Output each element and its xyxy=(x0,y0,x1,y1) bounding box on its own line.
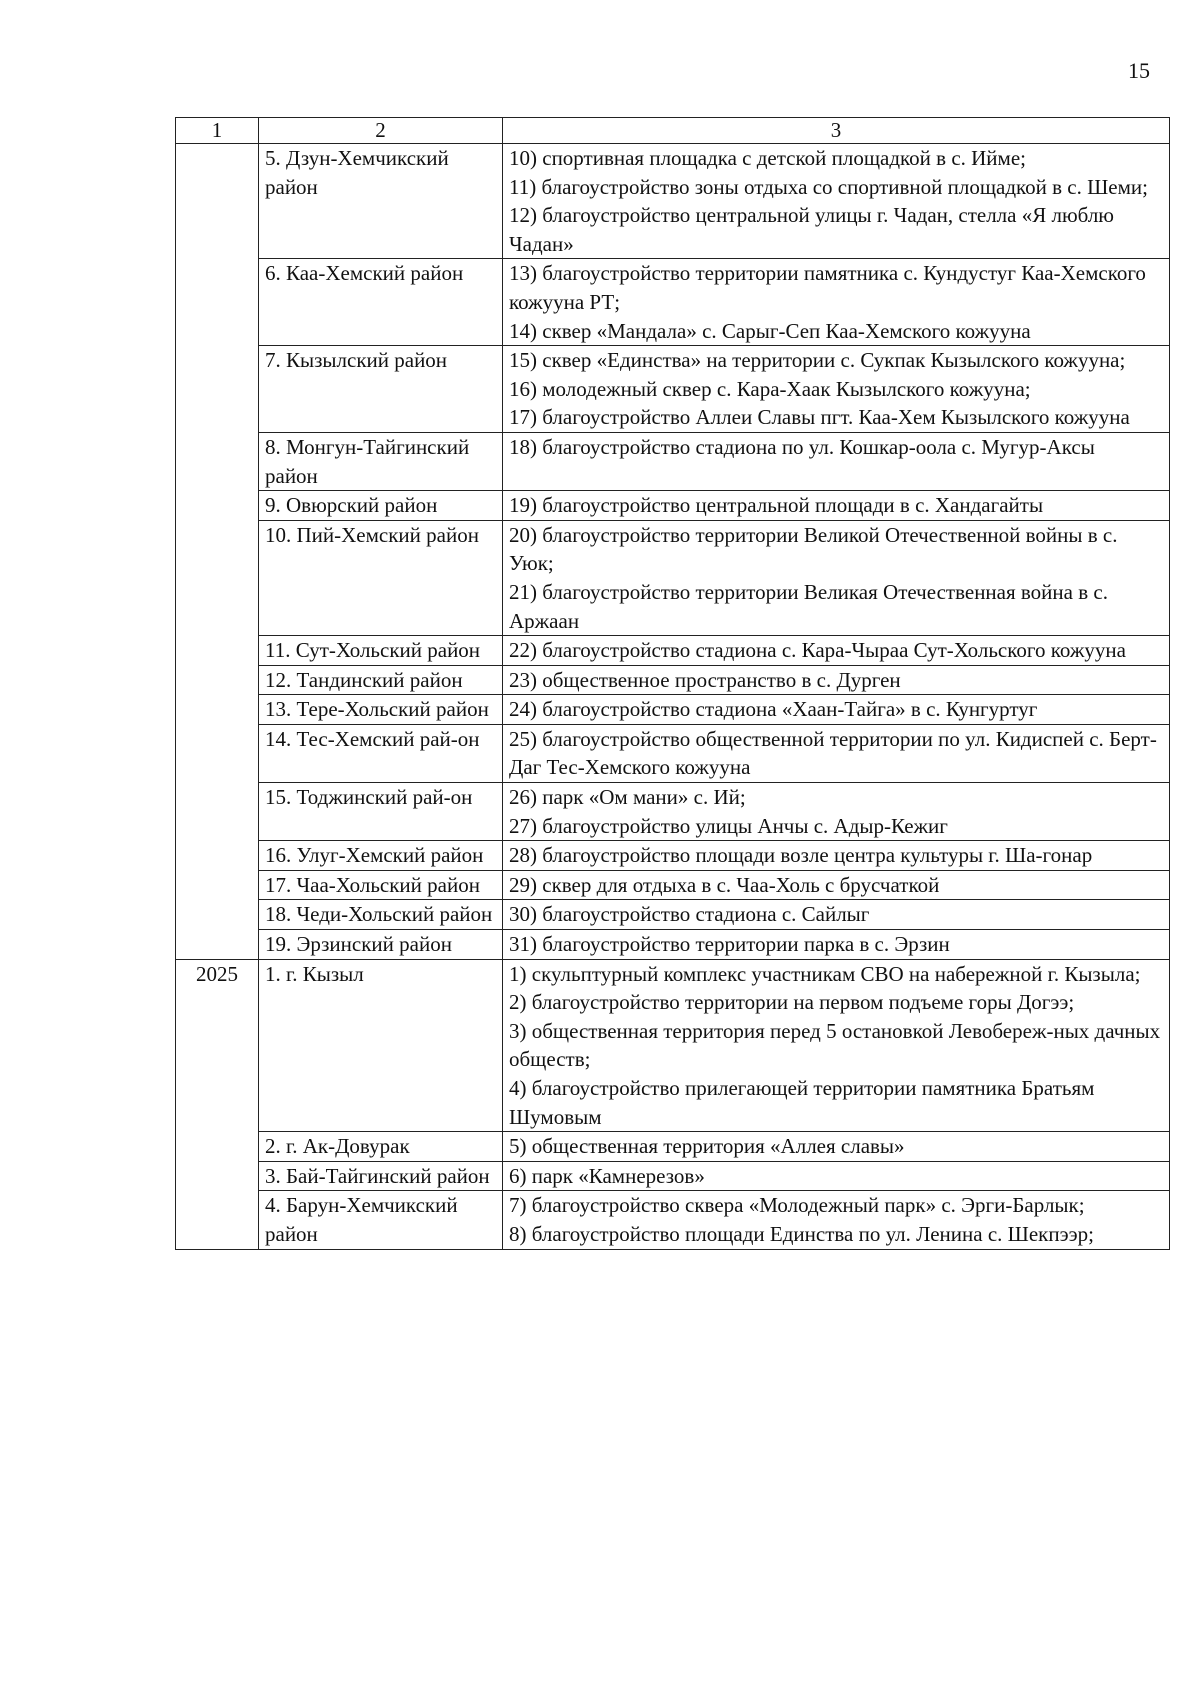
work-item: 17) благоустройство Аллеи Славы пгт. Каа-Хем Кызылского кожууна xyxy=(509,405,1130,430)
table-row xyxy=(176,900,1170,930)
works-cell xyxy=(503,144,1170,259)
work-item: 26) парк «Ом мани» с. Ий; xyxy=(509,785,746,810)
work-item: 8) благоустройство площади Единства по ул. Ленина с. Шекпээр; xyxy=(509,1221,1094,1246)
work-item: 23) общественное пространство в с. Дурген xyxy=(509,667,901,692)
work-item: 6) парк «Камнерезов» xyxy=(509,1163,705,1188)
table-row xyxy=(176,520,1170,635)
district-cell: 11. Сут-Хольский район xyxy=(259,636,503,666)
work-item: 11) благоустройство зоны отдыха со спортивной площадкой в с. Шеми; xyxy=(509,174,1148,199)
district-cell: 7. Кызылский район xyxy=(259,346,503,433)
works-cell xyxy=(503,724,1170,782)
table-row xyxy=(176,259,1170,346)
district-cell: 17. Чаа-Хольский район xyxy=(259,870,503,900)
works-cell xyxy=(503,695,1170,725)
district-cell: 9. Овюрский район xyxy=(259,491,503,521)
work-item: 27) благоустройство улицы Анчы с. Адыр-Кежиг xyxy=(509,813,948,838)
district-cell: 14. Тес-Хемский рай-он xyxy=(259,724,503,782)
work-item: 15) сквер «Единства» на территории с. Сукпак Кызылского кожууна; xyxy=(509,348,1126,373)
work-item: 18) благоустройство стадиона по ул. Кошкар-оола с. Мугур-Аксы xyxy=(509,434,1095,459)
table-body xyxy=(176,118,1170,1250)
works-cell xyxy=(503,432,1170,490)
works-cell xyxy=(503,636,1170,666)
work-item: 20) благоустройство территории Великой Отечественной войны в с. Уюк; xyxy=(509,522,1118,576)
works-cell xyxy=(503,900,1170,930)
works-cell xyxy=(503,259,1170,346)
work-item: 4) благоустройство прилегающей территории памятника Братьям Шумовым xyxy=(509,1076,1095,1129)
table-row xyxy=(176,841,1170,871)
district-cell: 12. Тандинский район xyxy=(259,665,503,695)
district-cell: 18. Чеди-Хольский район xyxy=(259,900,503,930)
work-item: 5) общественная территория «Аллея славы» xyxy=(509,1134,905,1159)
works-cell xyxy=(503,870,1170,900)
header-cell-works: 3 xyxy=(503,118,1170,144)
header-row xyxy=(176,118,1170,144)
works-cell xyxy=(503,665,1170,695)
table-row xyxy=(176,1161,1170,1191)
work-item: 22) благоустройство стадиона с. Кара-Чыраа Сут-Хольского кожууна xyxy=(509,638,1126,663)
header-cell-district: 2 xyxy=(259,118,503,144)
table-row xyxy=(176,1132,1170,1162)
year-cell xyxy=(176,144,259,960)
work-item: 21) благоустройство территории Великая Отечественная война в с. Аржаан xyxy=(509,579,1108,633)
work-item: 12) благоустройство центральной улицы г. Чадан, стелла «Я люблю Чадан» xyxy=(509,203,1114,256)
table-row xyxy=(176,930,1170,960)
district-cell: 2. г. Ак-Довурак xyxy=(259,1132,503,1162)
work-item: 29) сквер для отдыха в с. Чаа-Холь с брусчаткой xyxy=(509,872,940,897)
table-row xyxy=(176,346,1170,433)
work-item: 2) благоустройство территории на первом подъеме горы Догээ; xyxy=(509,990,1075,1015)
table-row xyxy=(176,665,1170,695)
district-cell: 6. Каа-Хемский район xyxy=(259,259,503,346)
works-cell xyxy=(503,520,1170,635)
table-row xyxy=(176,783,1170,841)
year-cell: 2025 xyxy=(176,959,259,1249)
district-cell: 19. Эрзинский район xyxy=(259,930,503,960)
work-item: 19) благоустройство центральной площади в с. Хандагайты xyxy=(509,493,1044,518)
work-item: 14) сквер «Мандала» с. Сарыг-Сеп Каа-Хемского кожууна xyxy=(509,318,1031,343)
work-item: 31) благоустройство территории парка в с. Эрзин xyxy=(509,932,950,957)
work-item: 30) благоустройство стадиона с. Сайлыг xyxy=(509,902,870,927)
works-cell xyxy=(503,783,1170,841)
table-row xyxy=(176,491,1170,521)
district-cell: 10. Пий-Хемский район xyxy=(259,520,503,635)
district-cell: 15. Тоджинский рай-он xyxy=(259,783,503,841)
work-item: 3) общественная территория перед 5 остановкой Левобереж-ных дачных обществ; xyxy=(509,1018,1161,1072)
works-cell xyxy=(503,841,1170,871)
work-item: 13) благоустройство территории памятника с. Кундустуг Каа-Хемского кожууна РТ; xyxy=(509,261,1146,314)
work-item: 1) скульптурный комплекс участникам СВО на набережной г. Кызыла; xyxy=(509,961,1141,986)
header-cell-year: 1 xyxy=(176,118,259,144)
works-cell xyxy=(503,346,1170,433)
district-cell: 13. Тере-Хольский район xyxy=(259,695,503,725)
table-row xyxy=(176,870,1170,900)
table-row xyxy=(176,724,1170,782)
table-row xyxy=(176,1191,1170,1249)
district-cell: 3. Бай-Тайгинский район xyxy=(259,1161,503,1191)
district-cell: 8. Монгун-Тайгинский район xyxy=(259,432,503,490)
works-cell xyxy=(503,1191,1170,1249)
works-cell xyxy=(503,1161,1170,1191)
work-item: 25) благоустройство общественной территории по ул. Кидиспей с. Берт-Даг Тес-Хемского кожууна xyxy=(509,726,1157,780)
works-cell xyxy=(503,1132,1170,1162)
work-item: 7) благоустройство сквера «Молодежный парк» с. Эрги-Барлык; xyxy=(509,1193,1085,1218)
page-number: 15 xyxy=(1128,58,1150,83)
works-cell xyxy=(503,491,1170,521)
district-cell: 1. г. Кызыл xyxy=(259,959,503,1132)
table-row xyxy=(176,432,1170,490)
district-cell: 4. Барун-Хемчикский район xyxy=(259,1191,503,1249)
works-cell xyxy=(503,959,1170,1132)
district-cell: 5. Дзун-Хемчикский район xyxy=(259,144,503,259)
work-item: 24) благоустройство стадиона «Хаан-Тайга» в с. Кунгуртуг xyxy=(509,697,1038,722)
works-cell xyxy=(503,930,1170,960)
table-row xyxy=(176,144,1170,259)
district-cell: 16. Улуг-Хемский район xyxy=(259,841,503,871)
work-item: 28) благоустройство площади возле центра культуры г. Ша-гонар xyxy=(509,843,1093,868)
table-row xyxy=(176,959,1170,1132)
table-row xyxy=(176,695,1170,725)
program-table xyxy=(175,117,1170,1250)
work-item: 10) спортивная площадка с детской площадкой в с. Ийме; xyxy=(509,146,1026,170)
work-item: 16) молодежный сквер с. Кара-Хаак Кызылского кожууна; xyxy=(509,376,1031,401)
table-row xyxy=(176,636,1170,666)
